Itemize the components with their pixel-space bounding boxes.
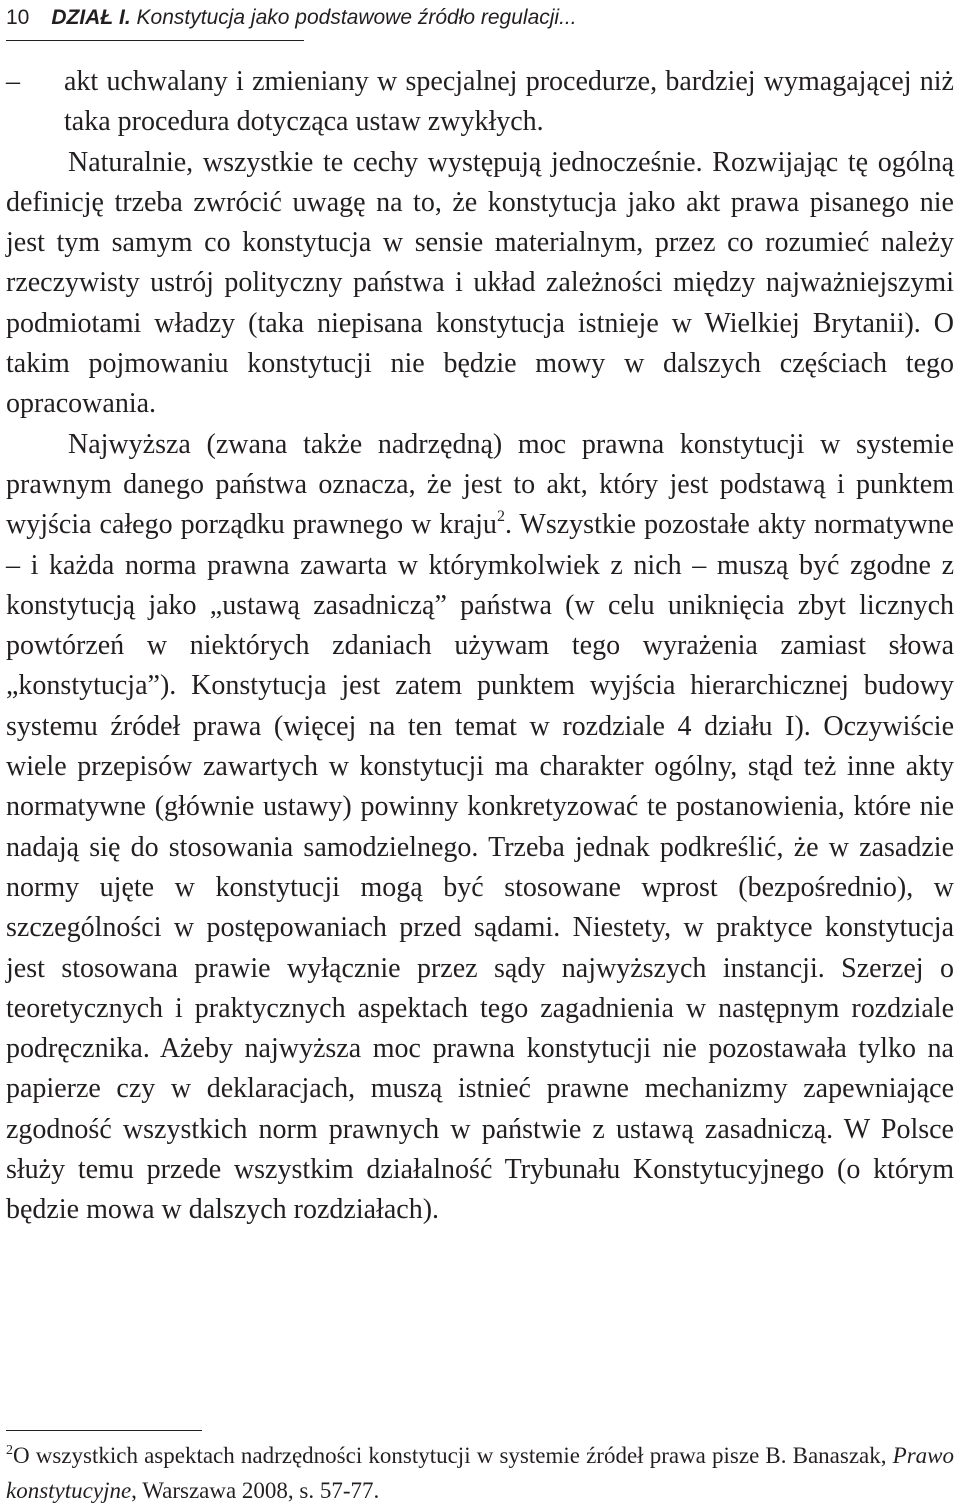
footnote-number: 2 [6, 1443, 13, 1458]
paragraph-2 [6, 425, 954, 1231]
footnote-divider [6, 1430, 202, 1431]
section-label: DZIAŁ I. [51, 6, 131, 29]
running-header [6, 0, 577, 41]
list-item-text: akt uchwalany i zmieniany w specjalnej procedurze, bardziej wymagającej niż taka procedura dotycząca ustaw zwykłych. [64, 66, 954, 138]
list-dash: – [6, 66, 20, 97]
paragraph-2-part-2: . Wszystkie pozostałe akty normatywne – i każda norma prawna zawarta w którymkolwiek z nich – muszą być zgodne z konstytucją jako „ustawą zasadniczą” państwa (w celu uniknięcia zbyt licznych powtórzeń w niektórych zdaniach używam tego wyrażenia zamiast słowa „konstytucja”). Konstytucja jest zatem punktem wyjścia hierarchicznej budowy systemu źródeł prawa (więcej na ten temat w rozdziale 4 działu I). Oczywiście wiele przepisów zawartych w konstytucji ma charakter ogólny, stąd też inne akty normatywne (głównie ustawy) powinny konkretyzować te postanowienia, które nie nadają się do stosowania samodzielnego. Trzeba jednak podkreślić, że w zasadzie normy ujęte w konstytucji mogą być stosowane wprost (bezpośrednio), w szczególności w postępowaniach przed sądami. Niestety, w praktyce konstytucja jest stosowana prawie wyłącznie przez sądy najwyższych instancji. Szerzej o teoretycznych i praktycznych aspektach tego zagadnienia w następnym rozdziale podręcznika. Ażeby najwyższa moc prawna konstytucji nie pozostawała tylko na papierze czy w deklaracjach, muszą istnieć prawne mechanizmy zapewniające zgodność wszystkich norm prawnych w państwie z ustawą zasadniczą. W Polsce służy temu przede wszystkim działalność Trybunału Konstytucyjnego (o którym będzie mowa w dalszych rozdziałach). [6, 509, 954, 1226]
footnote-reference[interactable]: 2 [496, 508, 505, 526]
footnote [6, 1438, 954, 1508]
section-title: Konstytucja jako podstawowe źródło regulacji... [136, 6, 577, 29]
list-item [6, 62, 954, 143]
page-number: 10 [6, 6, 30, 29]
footnote-text-before: O wszystkich aspektach nadrzędności konstytucji w systemie źródeł prawa pisze B. Banaszak, [13, 1443, 893, 1468]
footnote-text-after: , Warszawa 2008, s. 57-77. [131, 1478, 380, 1503]
body-text [6, 62, 954, 1231]
footnote-book-title: Prawo konstytucyjne [6, 1443, 954, 1503]
paragraph-2-part-1: Najwyższa (zwana także nadrzędną) moc prawna konstytucji w systemie prawnym danego państwa oznacza, że jest to akt, który jest podstawą i punktem wyjścia całego porządku prawnego w kraju [6, 428, 954, 541]
paragraph-1: Naturalnie, wszystkie te cechy występują jednocześnie. Rozwijając tę ogólną definicję trzeba zwrócić uwagę na to, że konstytucja jako akt prawa pisanego nie jest tym samym co konstytucja w sensie materialnym, przez co rozumieć należy rzeczywisty ustrój polityczny państwa i układ zależności między najważniejszymi podmiotami władzy (taka niepisana konstytucja istnieje w Wielkiej Brytanii). O takim pojmowaniu konstytucji nie będzie mowy w dalszych częściach tego opracowania. [6, 146, 954, 420]
